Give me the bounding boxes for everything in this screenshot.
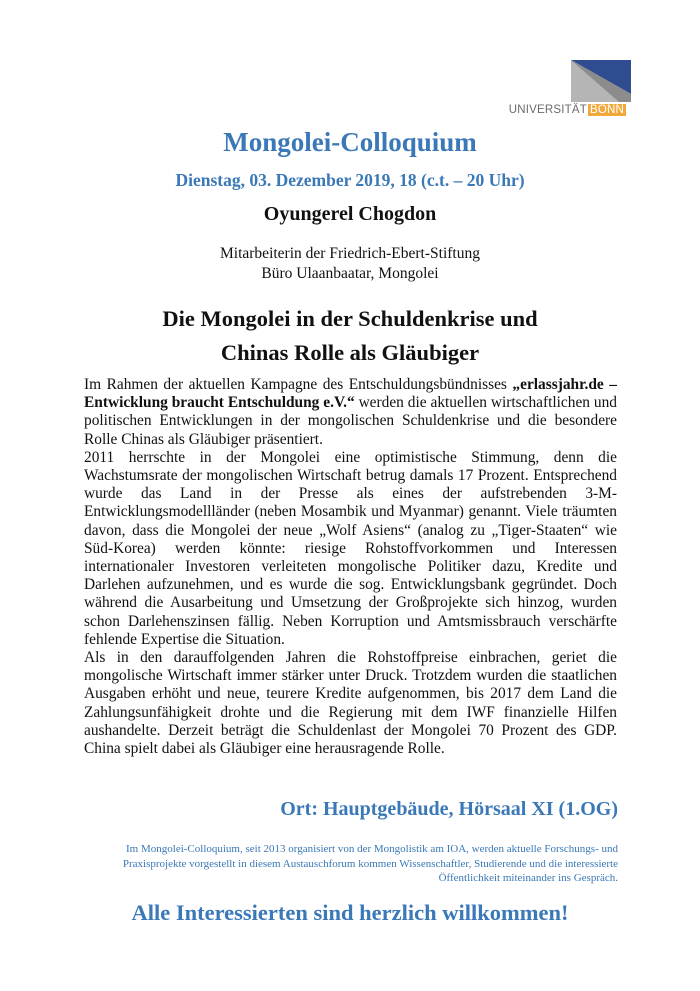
abstract-p1-rest: werden die aktuellen wirtschaftlichen und politischen Entwicklungen in der mongolischen Schuldenkrise und die besondere Rolle Chinas als Gläubiger präsentiert.: [84, 394, 617, 448]
affiliation-line-1: Mitarbeiterin der Friedrich-Ebert-Stiftung: [220, 245, 480, 262]
logo-universitat-text: UNIVERSITÄT: [508, 104, 587, 116]
abstract-paragraph-2: 2011 herrschte in der Mongolei eine optimistische Stimmung, denn die Wachstumsrate der mongolischen Wirtschaft betrug damals 17 Prozent. Entsprechend wurde das Land in der Presse als eines der aufstrebenden 3-M-Entwicklungsmodellländer (neben Mosambik und Myanmar) genannt. Viele träumten davon, dass die Mongolei der neue „Wolf Asiens“ (analog zu „Tiger-Staaten“ wie Süd-Korea) werden könnte: riesige Rohstoffvorkommen und Interessen internationaler Investoren verleiteten mongolische Politiker dazu, Kredite und Darlehen aufzunehmen, und es wurde die sog. Entwicklungsbank gegründet. Doch während die Ausarbeitung und Umsetzung der Großprojekte sich hinzog, wurden schon Darlehenszinsen fällig. Neben Korruption und Amtsmissbrauch verschärfte fehlende Expertise die Situation.: [84, 448, 617, 648]
event-date: Dienstag, 03. Dezember 2019, 18 (c.t. – 20 Uhr): [175, 170, 525, 190]
affiliation-line-2: Büro Ulaanbaatar, Mongolei: [261, 265, 439, 282]
logo-bonn-text: BONN: [589, 104, 624, 116]
talk-title: [0, 302, 700, 370]
abstract-paragraph-1: [84, 376, 617, 449]
venue-info: Ort: Hauptgebäude, Hörsaal XI (1.OG): [280, 798, 618, 820]
abstract-paragraph-3: Als in den darauffolgenden Jahren die Rohstoffpreise einbrachen, geriet die mongolische Wirtschaft immer stärker unter Druck. Trotzdem wurden die staatlichen Ausgaben erhöht und neue, teurere Kredite aufgenommen, bis 2017 dem Land die Zahlungsunfähigkeit drohte und die Regierung mit dem IWF finanzielle Hilfen aushandelte. Derzeit beträgt die Schuldenlast der Mongolei 70 Prozent des GDP. China spielt dabei als Gläubiger eine herausragende Rolle.: [84, 649, 617, 758]
welcome-message: Alle Interessierten sind herzlich willkommen!: [131, 900, 569, 925]
talk-title-line-1: Die Mongolei in der Schuldenkrise und: [162, 306, 538, 331]
speaker-affiliation: [0, 244, 700, 284]
colloquium-note: Im Mongolei-Colloquium, seit 2013 organisiert von der Mongolistik am IOA, werden aktuelle Forschungs- und Praxisprojekte vorgestellt in diesem Austauschforum kommen Wissenschaftler, Studierende und die interessierte Öffentlichkeit miteinander ins Gespräch.: [122, 843, 618, 884]
abstract-p1-intro: Im Rahmen der aktuellen Kampagne des Entschuldungsbündnisses: [84, 376, 507, 393]
speaker-name: Oyungerel Chogdon: [263, 203, 437, 225]
talk-title-line-2: Chinas Rolle als Gläubiger: [220, 340, 480, 365]
event-title: Mongolei-Colloquium: [223, 127, 477, 157]
abstract-text: [84, 376, 617, 758]
logo-text: [509, 104, 626, 116]
university-bonn-logo: [508, 60, 638, 120]
university-logo-mark: [571, 60, 631, 102]
campaign-name: „erlassjahr.de – Entwicklung braucht Entschuldung e.V.“: [84, 376, 617, 412]
